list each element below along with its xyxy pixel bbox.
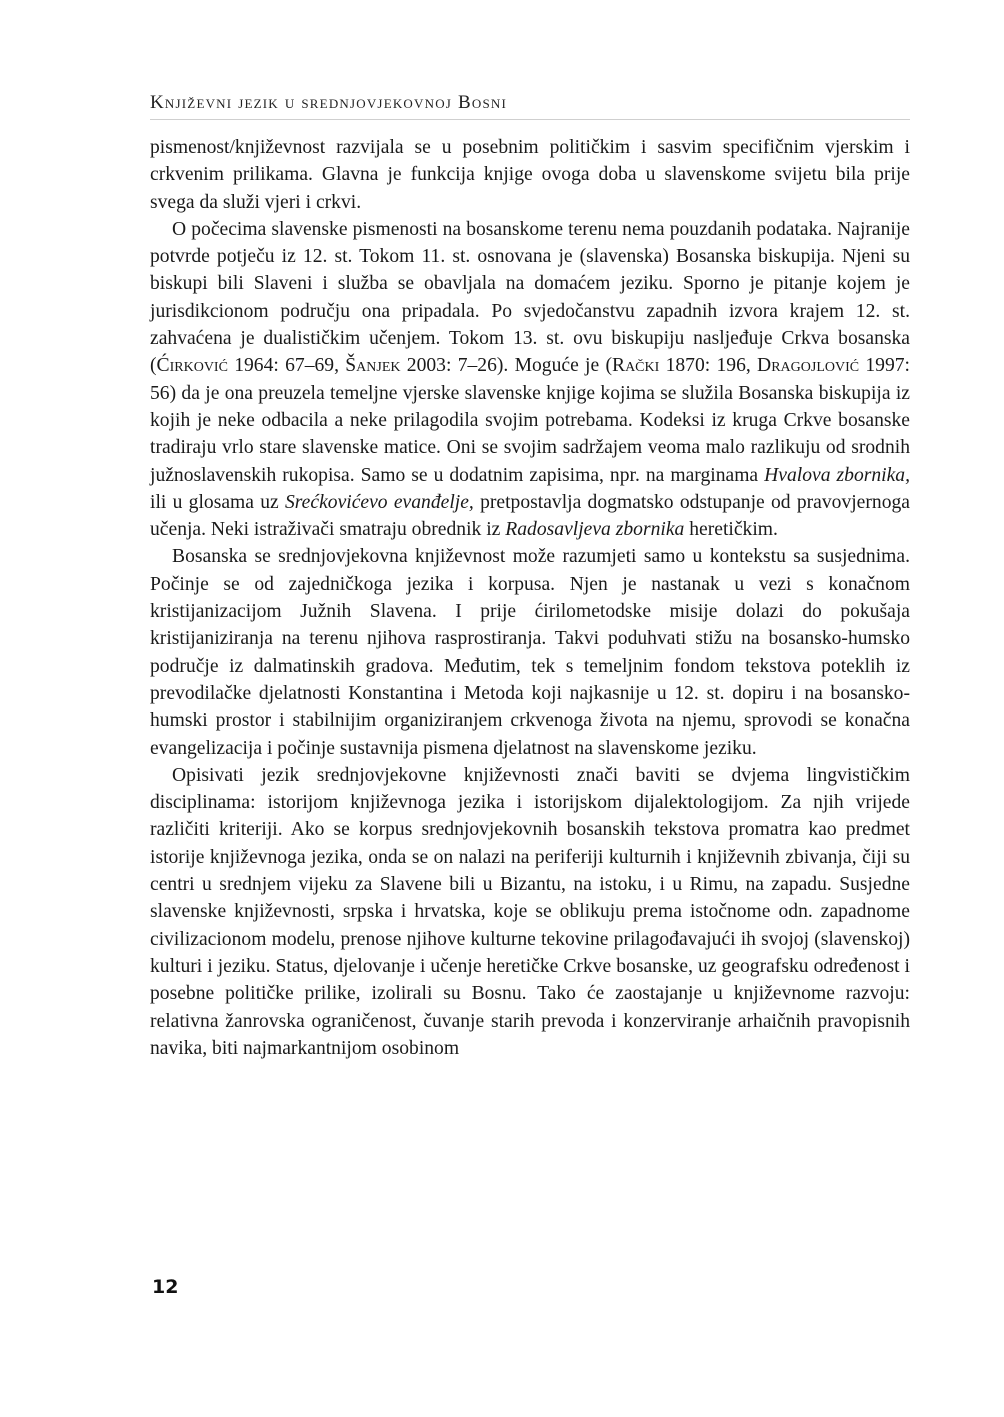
text-run: 1870: 196, <box>659 355 758 377</box>
text-run: 1997: 56) da je ona preuzela temeljne vjerske slavenske knjige kojima se služila Bosanska biskupija iz kojih je neke odbacila a neke prilagodila svojim potrebama. Kodeksi iz kruga Crkve bosanske tradiraju vrlo stare slavenske matice. Oni se svojim sadržajem veoma malo razlikuju od srodnih južnoslavenskih rukopisa. Samo se u dodatnim zapisima, npr. na marginama <box>150 355 910 486</box>
text-run: 2003: 7–26). Moguće je ( <box>400 355 612 377</box>
citation-author: Rački <box>612 355 660 377</box>
citation-author: Dragojlović <box>757 355 860 377</box>
paragraph-2 <box>150 216 910 544</box>
text-run: heretičkim. <box>684 519 778 541</box>
text-run: O počecima slavenske pismenosti na bosanskome terenu nema pouzdanih podataka. Najranije potvrde potječu iz 12. st. Tokom 11. st. osnovana je (slavenska) Bosanska biskupija. Njeni su biskupi bili Slaveni i služba se obavljala na domaćem jeziku. Sporno je pitanje kojem je jurisdikcionom području ona pripadala. Po svjedočanstvu zapadnih izvora krajem 12. st. zahvaćena je dualističkim učenjem. Tokom 13. st. ovu biskupiju nasljeđuje Crkva bosanska ( <box>150 218 910 377</box>
work-title: Srećkovićevo evanđelje, <box>284 491 474 513</box>
text-run: pretpostavlja dogmatsko odstupanje od pravovjernoga učenja. Neki istraživači smatraju obrednik iz <box>150 491 910 541</box>
page-number: 12 <box>152 1276 179 1298</box>
text-run: 1964: 67–69, <box>227 355 346 377</box>
body-text <box>150 134 910 1062</box>
work-title: Hvalova zbornika, <box>764 464 910 486</box>
citation-author: Ćirković <box>156 355 228 377</box>
citation-author: Šanjek <box>345 355 401 377</box>
running-head: Književni jezik u srednjovjekovnoj Bosni <box>150 92 507 113</box>
work-title: Radosavljeva zbornika <box>505 519 685 541</box>
text-run: ili u glosama uz <box>150 491 285 513</box>
paragraph-1: pismenost/književnost razvijala se u posebnim političkim i sasvim specifičnim vjerskim i crkvenim prilikama. Glavna je funkcija knjige ovoga doba u slavenskome svijetu bila prije svega da služi vjeri i crkvi. <box>150 137 910 213</box>
paragraph-4: Opisivati jezik srednjovjekovne književnosti znači baviti se dvjema lingvističkim disciplinama: istorijom književnoga jezika i istorijskom dijalektologijom. Za njih vrijede različiti kriteriji. Ako se korpus srednjovjekovnih bosanskih tekstova promatra kao predmet istorije književnoga jezika, onda se on nalazi na periferiji kulturnih i književnih zbivanja, čiji su centri u srednjem vijeku za Slavene bili u Bizantu, na istoku, i u Rimu, na zapadu. Susjedne slavenske književnosti, srpska i hrvatska, koje se oblikuju prema istočnome odn. zapadnome civilizacionom modelu, prenose njihove kulturne tekovine prilagođavajući ih svojoj (slavenskoj) kulturi i jeziku. Status, djelovanje i učenje heretičke Crkve bosanske, uz geografsku određenost i posebne političke prilike, izolirali su Bosnu. Tako će zaostajanje u književnome razvoju: relativna žanrovska ograničenost, čuvanje starih prevoda i konzerviranje arhaičnih pravopisnih navika, biti najmarkantnijom osobinom <box>150 764 910 1059</box>
paragraph-3: Bosanska se srednjovjekovna književnost može razumjeti samo u kontekstu sa susjednima. Počinje se od zajedničkoga jezika i korpusa. Njen je nastanak u vezi s konačnom kristijanizacijom Južnih Slavena. I prije ćirilometodske misije dolazi do pokušaja kristijaniziranja na terenu njihova rasprostiranja. Takvi poduhvati stižu na bosansko-humsko područje iz dalmatinskih gradova. Međutim, tek s temeljnim fondom tekstova poteklih iz prevodilačke djelatnosti Konstantina i Metoda koji najkasnije u 12. st. dopiru i na bosansko-humski prostor i stabilnijim organiziranjem crkvenoga života na njemu, sprovodi se konačna evangelizacija i počinje sustavnija pismena djelatnost na slavenskome jeziku. <box>150 546 910 759</box>
header-divider <box>150 119 910 120</box>
